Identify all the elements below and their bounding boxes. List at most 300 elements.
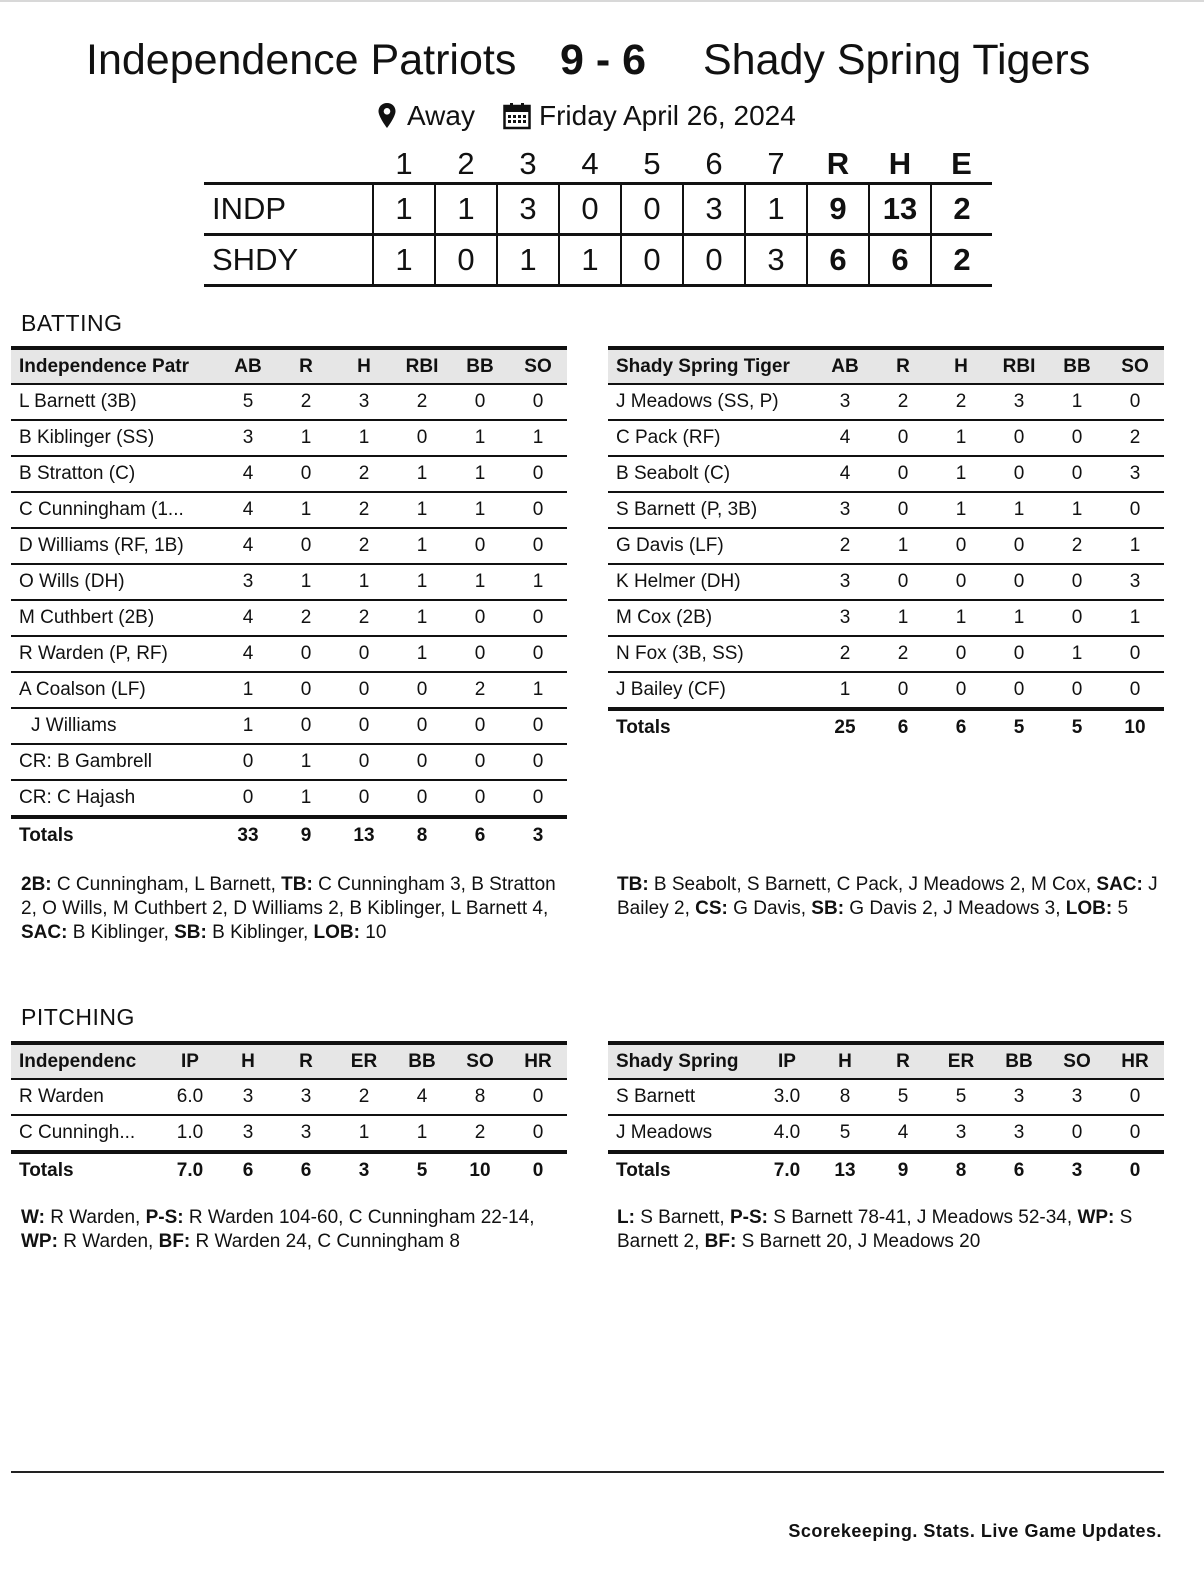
column-header: SO xyxy=(524,355,552,377)
column-header: SO xyxy=(1121,355,1149,377)
totals-label: Totals xyxy=(19,1160,74,1181)
stat-cell: 0 xyxy=(955,571,967,592)
table-row xyxy=(608,528,1164,564)
inning-runs: 0 xyxy=(621,184,683,235)
stat-cell: 3 xyxy=(242,571,254,592)
stat-cell: 2 xyxy=(897,391,909,412)
total-errors: 2 xyxy=(931,235,992,286)
note-label: BF: xyxy=(158,1231,191,1252)
stat-cell: 0 xyxy=(955,643,967,664)
away-team-name: Independence Patriots xyxy=(86,36,517,84)
stat-cell: 0 xyxy=(897,499,909,520)
stat-cell: 3 xyxy=(839,607,851,628)
total-cell: 33 xyxy=(237,825,259,846)
stat-cell: 0 xyxy=(1129,1086,1141,1107)
stat-cell: 0 xyxy=(532,751,544,772)
stat-cell: 4 xyxy=(242,499,254,520)
inning-header: 5 xyxy=(643,146,661,181)
column-header: HR xyxy=(1121,1050,1149,1072)
calendar-icon xyxy=(503,102,531,130)
stat-cell: 0 xyxy=(300,463,312,484)
column-header: SO xyxy=(466,1050,494,1072)
table-row xyxy=(608,564,1164,600)
stat-cell: 1 xyxy=(1071,499,1083,520)
note-label: WP: xyxy=(21,1231,58,1252)
totals-row xyxy=(608,709,1164,745)
stat-cell: 1 xyxy=(474,427,486,448)
linescore-team: INDP xyxy=(212,191,287,226)
stat-cell: 0 xyxy=(532,535,544,556)
stat-cell: 0 xyxy=(1013,463,1025,484)
note-text: B Seabolt, S Barnett, C Pack, J Meadows 2, M Cox, xyxy=(648,874,1097,895)
stat-cell: 0 xyxy=(358,643,370,664)
inning-runs: 1 xyxy=(559,235,621,286)
stat-cell: 0 xyxy=(474,715,486,736)
stat-cell: 0 xyxy=(532,1122,544,1143)
pitching-table-independence xyxy=(11,1041,567,1188)
note-text: C Cunningham 3, B Stratton 2, O Wills, M Cuthbert 2, D Williams 2, B Kiblinger, L Barnett 4, xyxy=(21,874,556,919)
stat-cell: 8 xyxy=(474,1086,486,1107)
player-name: CR: B Gambrell xyxy=(19,751,153,772)
stat-cell: 0 xyxy=(532,463,544,484)
stat-cell: 2 xyxy=(358,607,370,628)
pitcher-name: C Cunningh... xyxy=(19,1122,136,1143)
player-name: J Bailey (CF) xyxy=(616,679,726,700)
pitching-section-title: PITCHING xyxy=(21,1004,135,1030)
stat-cell: 0 xyxy=(1129,499,1141,520)
errors-header: E xyxy=(951,146,972,181)
stat-cell: 0 xyxy=(532,499,544,520)
stat-cell: 1 xyxy=(300,751,312,772)
note-label: WP: xyxy=(1077,1207,1115,1228)
location-pin-icon xyxy=(377,102,397,130)
stat-cell: 3 xyxy=(242,427,254,448)
batting-table-independence xyxy=(11,346,567,853)
stat-cell: 0 xyxy=(532,715,544,736)
table-row xyxy=(11,564,567,600)
inning-header: 7 xyxy=(767,146,785,181)
runs-header: R xyxy=(826,146,850,181)
stat-cell: 0 xyxy=(1013,571,1025,592)
stat-cell: 0 xyxy=(1071,679,1083,700)
totals-label: Totals xyxy=(19,825,74,846)
stat-cell: 0 xyxy=(1013,427,1025,448)
stat-cell: 4 xyxy=(242,643,254,664)
stat-cell: 1 xyxy=(416,499,428,520)
batting-header-row xyxy=(11,348,567,384)
totals-label: Totals xyxy=(616,717,671,738)
note-label: CS: xyxy=(695,898,728,919)
stat-cell: 2 xyxy=(474,679,486,700)
table-row xyxy=(11,708,567,744)
top-divider xyxy=(0,0,1204,2)
stat-cell: 0 xyxy=(1071,427,1083,448)
player-name: J Williams xyxy=(31,715,117,736)
stat-cell: 3 xyxy=(242,1086,254,1107)
total-cell: 10 xyxy=(1124,717,1146,738)
stat-cell: 0 xyxy=(474,535,486,556)
stat-cell: 0 xyxy=(897,571,909,592)
stat-cell: 1 xyxy=(532,427,544,448)
stat-cell: 4 xyxy=(242,607,254,628)
column-header: R xyxy=(896,355,910,377)
stat-cell: 0 xyxy=(300,643,312,664)
note-label: L: xyxy=(617,1207,635,1228)
inning-header: 6 xyxy=(705,146,723,181)
total-cell: 6 xyxy=(474,825,486,846)
stat-cell: 2 xyxy=(416,391,428,412)
inning-runs: 3 xyxy=(497,184,559,235)
stat-cell: 4 xyxy=(242,463,254,484)
team-column-header: Independenc xyxy=(19,1050,137,1072)
player-name: CR: C Hajash xyxy=(19,787,136,808)
stat-cell: 3 xyxy=(1013,391,1025,412)
linescore-row xyxy=(204,235,992,286)
stat-cell: 0 xyxy=(474,391,486,412)
stat-cell: 0 xyxy=(300,715,312,736)
note-label: LOB: xyxy=(1065,898,1113,919)
stat-cell: 4 xyxy=(839,463,851,484)
column-header: BB xyxy=(408,1050,436,1072)
stat-cell: 2 xyxy=(474,1122,486,1143)
stat-cell: 1 xyxy=(532,679,544,700)
player-name: A Coalson (LF) xyxy=(19,679,146,700)
location-label: Away xyxy=(407,100,475,131)
inning-header: 2 xyxy=(457,146,475,181)
batting-header-row xyxy=(608,348,1164,384)
stat-cell: 1 xyxy=(1071,391,1083,412)
stat-cell: 1 xyxy=(474,463,486,484)
stat-cell: 3 xyxy=(1071,1086,1083,1107)
stat-cell: 0 xyxy=(1129,391,1141,412)
stat-cell: 0 xyxy=(242,787,254,808)
stat-cell: 4.0 xyxy=(773,1122,801,1143)
note-text: R Warden 24, C Cunningham 8 xyxy=(190,1231,460,1252)
home-team-name: Shady Spring Tigers xyxy=(703,36,1091,84)
footer-tagline: Scorekeeping. Stats. Live Game Updates. xyxy=(788,1521,1162,1541)
total-cell: 3 xyxy=(532,825,544,846)
stat-cell: 6.0 xyxy=(176,1086,204,1107)
stat-cell: 0 xyxy=(358,787,370,808)
table-row xyxy=(608,600,1164,636)
table-row xyxy=(11,636,567,672)
stat-cell: 2 xyxy=(358,535,370,556)
total-cell: 6 xyxy=(242,1160,254,1181)
table-row xyxy=(11,528,567,564)
player-name: B Seabolt (C) xyxy=(616,463,731,484)
stat-cell: 2 xyxy=(839,535,851,556)
team-column-header: Shady Spring xyxy=(616,1050,739,1072)
note-label: TB: xyxy=(281,874,313,895)
stat-cell: 3 xyxy=(839,571,851,592)
stat-cell: 3 xyxy=(1129,571,1141,592)
table-row xyxy=(608,672,1164,709)
note-text: R Warden 104-60, C Cunningham 22-14, xyxy=(183,1207,535,1228)
column-header: R xyxy=(299,1050,313,1072)
inning-header: 1 xyxy=(395,146,413,181)
table-row xyxy=(11,1115,567,1152)
table-row xyxy=(608,420,1164,456)
stat-cell: 5 xyxy=(955,1086,967,1107)
column-header: R xyxy=(299,355,313,377)
note-label: SB: xyxy=(174,922,207,943)
note-label: 2B: xyxy=(21,874,52,895)
stat-cell: 2 xyxy=(300,391,312,412)
total-cell: 6 xyxy=(300,1160,312,1181)
table-row xyxy=(608,384,1164,420)
column-header: RBI xyxy=(405,355,439,377)
stat-cell: 1 xyxy=(897,535,909,556)
stat-cell: 0 xyxy=(897,463,909,484)
stat-cell: 3 xyxy=(955,1122,967,1143)
note-text: G Davis 2, J Meadows 3, xyxy=(844,898,1066,919)
linescore-corner xyxy=(204,146,373,184)
note-text: R Warden, xyxy=(44,1207,146,1228)
stat-cell: 0 xyxy=(897,679,909,700)
column-header: H xyxy=(838,1050,852,1072)
table-row xyxy=(11,744,567,780)
total-cell: 8 xyxy=(416,825,428,846)
linescore-team: SHDY xyxy=(212,242,299,277)
stat-cell: 0 xyxy=(242,751,254,772)
note-label: LOB: xyxy=(313,922,360,943)
pitcher-name: R Warden xyxy=(19,1086,104,1107)
stat-cell: 2 xyxy=(1129,427,1141,448)
stat-cell: 3.0 xyxy=(773,1086,801,1107)
player-name: J Meadows (SS, P) xyxy=(616,391,779,412)
column-header: IP xyxy=(778,1050,796,1072)
stat-cell: 1 xyxy=(300,499,312,520)
linescore-row xyxy=(204,184,992,235)
note-text: R Warden, xyxy=(57,1231,159,1252)
inning-runs: 1 xyxy=(373,235,435,286)
pitcher-name: J Meadows xyxy=(616,1122,713,1143)
table-row xyxy=(11,672,567,708)
column-header: ER xyxy=(947,1050,975,1072)
total-cell: 8 xyxy=(955,1160,967,1181)
total-errors: 2 xyxy=(931,184,992,235)
stat-cell: 1 xyxy=(1071,643,1083,664)
player-name: K Helmer (DH) xyxy=(616,571,741,592)
stat-cell: 0 xyxy=(955,535,967,556)
stat-cell: 0 xyxy=(474,751,486,772)
note-text: B Kiblinger, xyxy=(206,922,314,943)
total-cell: 10 xyxy=(469,1160,491,1181)
player-name: G Davis (LF) xyxy=(616,535,724,556)
stat-cell: 5 xyxy=(839,1122,851,1143)
stat-cell: 4 xyxy=(897,1122,909,1143)
stat-cell: 0 xyxy=(532,787,544,808)
player-name: M Cuthbert (2B) xyxy=(19,607,155,628)
total-cell: 25 xyxy=(834,717,856,738)
note-text: S Barnett 78-41, J Meadows 52-34, xyxy=(767,1207,1078,1228)
totals-row xyxy=(608,1152,1164,1188)
stat-cell: 2 xyxy=(300,607,312,628)
stat-cell: 1 xyxy=(474,499,486,520)
player-name: M Cox (2B) xyxy=(616,607,713,628)
column-header: H xyxy=(954,355,968,377)
stat-cell: 4 xyxy=(242,535,254,556)
note-label: P-S: xyxy=(145,1207,184,1228)
stat-cell: 1 xyxy=(416,643,428,664)
total-runs: 9 xyxy=(807,184,869,235)
column-header: BB xyxy=(1063,355,1091,377)
inning-header: 4 xyxy=(581,146,599,181)
stat-cell: 2 xyxy=(358,463,370,484)
stat-cell: 0 xyxy=(300,535,312,556)
total-cell: 3 xyxy=(1071,1160,1083,1181)
column-header: AB xyxy=(831,355,859,377)
inning-runs: 0 xyxy=(621,235,683,286)
stat-cell: 1 xyxy=(242,715,254,736)
stat-cell: 0 xyxy=(358,679,370,700)
stat-cell: 3 xyxy=(242,1122,254,1143)
column-header: H xyxy=(357,355,371,377)
stat-cell: 0 xyxy=(897,427,909,448)
table-row xyxy=(11,420,567,456)
batting-notes-independence xyxy=(21,873,566,945)
table-row xyxy=(608,1079,1164,1115)
total-cell: 9 xyxy=(897,1160,909,1181)
stat-cell: 0 xyxy=(1071,463,1083,484)
stat-cell: 1 xyxy=(1129,607,1141,628)
stat-cell: 0 xyxy=(358,751,370,772)
stat-cell: 3 xyxy=(839,499,851,520)
pitching-table-shady-spring xyxy=(608,1041,1164,1188)
table-row xyxy=(11,1079,567,1115)
stat-cell: 1 xyxy=(416,607,428,628)
total-cell: 9 xyxy=(300,825,312,846)
inning-runs: 1 xyxy=(745,184,807,235)
note-label: P-S: xyxy=(729,1207,768,1228)
totals-row xyxy=(11,1152,567,1188)
total-cell: 13 xyxy=(353,825,375,846)
stat-cell: 3 xyxy=(839,391,851,412)
batting-notes-shady-spring xyxy=(617,873,1165,921)
stat-cell: 0 xyxy=(358,715,370,736)
stat-cell: 0 xyxy=(1071,1122,1083,1143)
linescore-header-row xyxy=(204,146,992,184)
linescore-table xyxy=(204,146,992,287)
inning-runs: 0 xyxy=(559,184,621,235)
totals-label: Totals xyxy=(616,1160,671,1181)
game-meta xyxy=(377,98,796,134)
inning-runs: 0 xyxy=(435,235,497,286)
column-header: BB xyxy=(466,355,494,377)
stat-cell: 1 xyxy=(242,679,254,700)
final-score: 9 - 6 xyxy=(560,36,647,84)
stat-cell: 0 xyxy=(1013,535,1025,556)
stat-cell: 0 xyxy=(1013,679,1025,700)
stat-cell: 4 xyxy=(839,427,851,448)
stat-cell: 0 xyxy=(416,787,428,808)
column-header: AB xyxy=(234,355,262,377)
table-row xyxy=(608,636,1164,672)
player-name: L Barnett (3B) xyxy=(19,391,137,412)
stat-cell: 0 xyxy=(300,679,312,700)
team-column-header: Independence Patr xyxy=(19,355,189,377)
stat-cell: 0 xyxy=(1129,679,1141,700)
note-label: SB: xyxy=(811,898,845,919)
player-name: N Fox (3B, SS) xyxy=(616,643,744,664)
game-date: Friday April 26, 2024 xyxy=(538,100,796,131)
stat-cell: 0 xyxy=(416,715,428,736)
stat-cell: 0 xyxy=(416,427,428,448)
player-name: B Kiblinger (SS) xyxy=(19,427,155,448)
table-row xyxy=(608,456,1164,492)
stat-cell: 1 xyxy=(358,1122,370,1143)
table-row xyxy=(11,492,567,528)
column-header: H xyxy=(241,1050,255,1072)
player-name: B Stratton (C) xyxy=(19,463,136,484)
total-hits: 6 xyxy=(869,235,931,286)
total-hits: 13 xyxy=(869,184,931,235)
table-row xyxy=(11,600,567,636)
inning-runs: 1 xyxy=(435,184,497,235)
stat-cell: 1.0 xyxy=(176,1122,204,1143)
stat-cell: 1 xyxy=(1013,607,1025,628)
table-row xyxy=(608,492,1164,528)
stat-cell: 1 xyxy=(358,427,370,448)
stat-cell: 3 xyxy=(1013,1122,1025,1143)
note-text: J Bailey 2, xyxy=(617,874,1158,919)
table-row xyxy=(11,780,567,817)
stat-cell: 4 xyxy=(416,1086,428,1107)
column-header: ER xyxy=(350,1050,378,1072)
pitching-header-row xyxy=(11,1043,567,1079)
stat-cell: 1 xyxy=(897,607,909,628)
column-header: SO xyxy=(1063,1050,1091,1072)
total-cell: 3 xyxy=(358,1160,370,1181)
hits-header: H xyxy=(888,146,912,181)
total-cell: 5 xyxy=(1071,717,1083,738)
total-cell: 6 xyxy=(1013,1160,1025,1181)
player-name: S Barnett (P, 3B) xyxy=(616,499,758,520)
stat-cell: 1 xyxy=(300,787,312,808)
total-cell: 5 xyxy=(416,1160,428,1181)
pitching-header-row xyxy=(608,1043,1164,1079)
total-cell: 0 xyxy=(1129,1160,1141,1181)
stat-cell: 0 xyxy=(474,643,486,664)
stat-cell: 2 xyxy=(955,391,967,412)
note-text: G Davis, xyxy=(727,898,812,919)
stat-cell: 0 xyxy=(532,391,544,412)
stat-cell: 2 xyxy=(897,643,909,664)
stat-cell: 1 xyxy=(532,571,544,592)
inning-runs: 0 xyxy=(683,235,745,286)
stat-cell: 0 xyxy=(1129,1122,1141,1143)
stat-cell: 1 xyxy=(358,571,370,592)
pitching-notes-shady-spring xyxy=(617,1206,1165,1254)
note-text: S Barnett, xyxy=(634,1207,730,1228)
stat-cell: 3 xyxy=(300,1086,312,1107)
stat-cell: 0 xyxy=(532,1086,544,1107)
stat-cell: 2 xyxy=(1071,535,1083,556)
pitching-notes-independence xyxy=(21,1206,566,1254)
stat-cell: 3 xyxy=(1013,1086,1025,1107)
stat-cell: 0 xyxy=(1013,643,1025,664)
stat-cell: 3 xyxy=(1129,463,1141,484)
stat-cell: 1 xyxy=(300,427,312,448)
note-text: 5 xyxy=(1112,898,1129,919)
player-name: O Wills (DH) xyxy=(19,571,125,592)
stat-cell: 1 xyxy=(1129,535,1141,556)
note-text: C Cunningham, L Barnett, xyxy=(51,874,282,895)
note-text: S Barnett 20, J Meadows 20 xyxy=(736,1231,981,1252)
stat-cell: 3 xyxy=(300,1122,312,1143)
stat-cell: 0 xyxy=(1071,607,1083,628)
column-header: HR xyxy=(524,1050,552,1072)
